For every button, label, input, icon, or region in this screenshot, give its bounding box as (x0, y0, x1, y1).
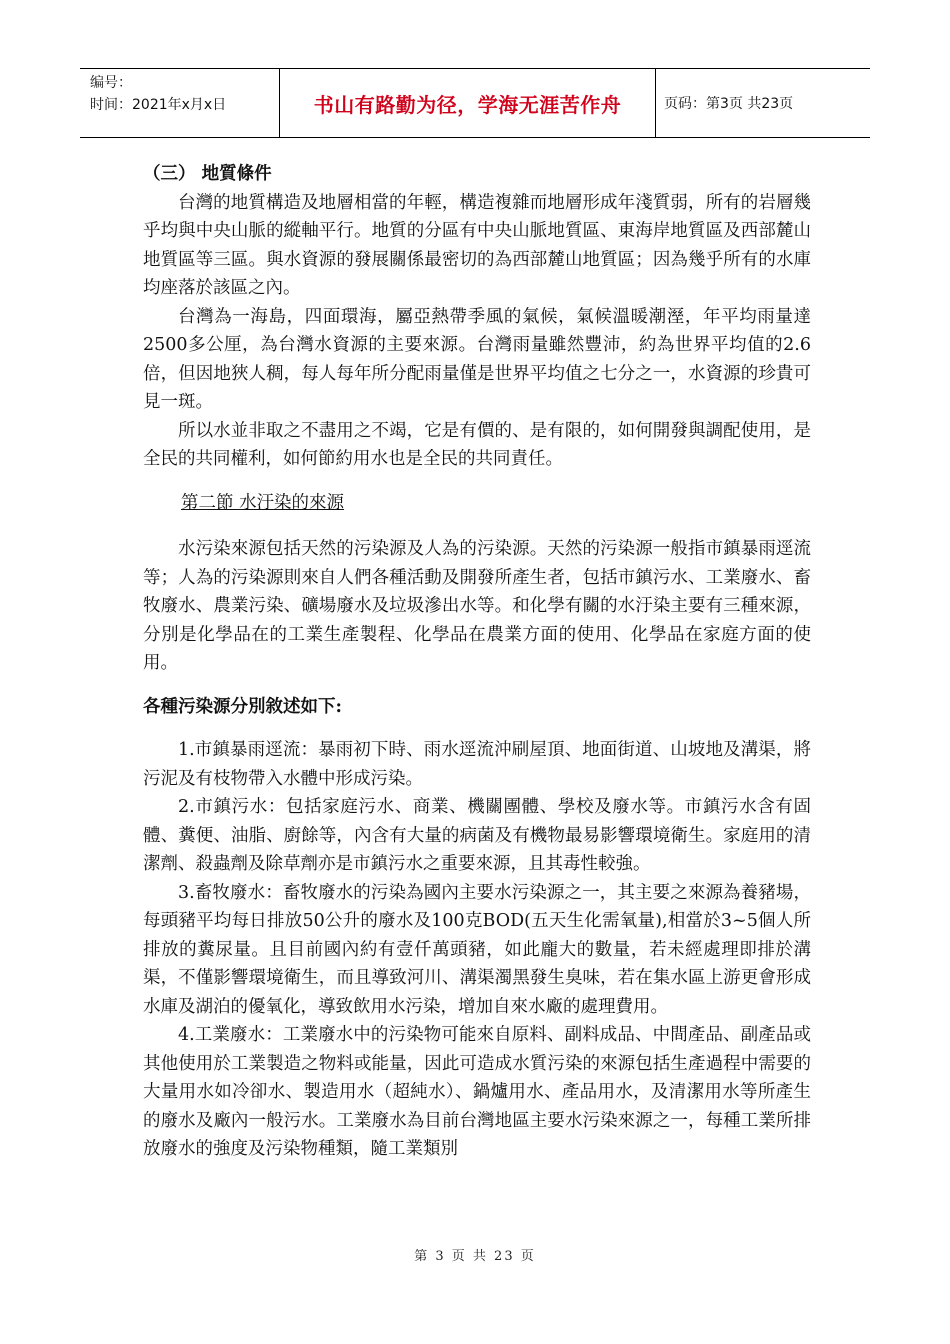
list-item: 3.畜牧廢水：畜牧廢水的污染為國內主要水污染源之一，其主要之來源為養豬場，每頭豬平均每日排放50公升的廢水及100克BOD(五天生化需氧量),相當於3~5個人所排放的糞尿量。且目前國內約有壹仟萬頭豬，如此龐大的數量，若未經處理即排於溝渠，不僅影響環境衛生，而且導致河川、溝渠濁黑發生臭味，若在集水區上游更會形成水庫及湖泊的優氧化，導致飲用水污染，增加自來水廠的處理費用。 (143, 882, 811, 1017)
paragraph: 台灣的地質構造及地層相當的年輕，構造複雜而地層形成年淺質弱，所有的岩層幾乎均與中央山脈的縱軸平行。地質的分區有中央山脈地質區、東海岸地質區及西部麓山地質區等三區。與水資源的發展關係最密切的為西部麓山地質區；因為幾乎所有的水庫均座落於該區之內。 (143, 192, 811, 298)
page-footer: 第 3 页 共 23 页 (414, 1249, 536, 1264)
paragraph: 所以水並非取之不盡用之不竭，它是有價的、是有限的，如何開發與調配使用，是全民的共同權利，如何節約用水也是全民的共同責任。 (143, 420, 811, 469)
paragraph: 台灣為一海島，四面環海，屬亞熱帶季風的氣候，氣候溫暖潮溼，年平均雨量達2500多公厘，為台灣水資源的主要來源。台灣雨量雖然豐沛，約為世界平均值的2.6倍，但因地狹人稠，每人每年所分配雨量僅是世界平均值之七分之一，水資源的珍貴可見一斑。 (143, 306, 811, 412)
header-motto: 书山有路勤为径，学海无涯苦作舟 (280, 69, 656, 137)
header-number-label: 编号： (90, 75, 132, 91)
section-heading (143, 489, 811, 518)
document-body (143, 160, 811, 1164)
paragraph: 水污染來源包括天然的污染源及人為的污染源。天然的污染源一般指市鎮暴雨逕流等；人為的污染源則來自人們各種活動及開發所產生者，包括市鎮污水、工業廢水、畜牧廢水、農業污染、礦場廢水及垃圾滲出水等。和化學有關的水汙染主要有三種來源，分別是化學品在的工業生產製程、化學品在農業方面的使用、化學品在家庭方面的使用。 (143, 539, 811, 673)
header-page-label: 页码：第3页 共23页 (664, 96, 794, 112)
section-heading-text: 第二節 水汙染的來源 (181, 492, 345, 513)
header-time-label: 时间：2021年x月x日 (90, 97, 227, 113)
list-item: 4.工業廢水：工業廢水中的污染物可能來自原料、副料成品、中間產品、副產品或其他使用於工業製造之物料或能量，因此可造成水質污染的來源包括生產過程中需要的大量用水如冷卻水、製造用水（超純水）、鍋爐用水、產品用水，及清潔用水等所產生的廢水及廠內一般污水。工業廢水為目前台灣地區主要水污染來源之一，每種工業所排放廢水的強度及污染物種類，隨工業類別 (143, 1025, 811, 1159)
list-item: 1.市鎮暴雨逕流：暴雨初下時、雨水逕流沖刷屋頂、地面街道、山坡地及溝渠，將污泥及有枝物帶入水體中形成污染。 (143, 740, 811, 789)
page-header (80, 68, 870, 138)
list-heading: 各種污染源分別敘述如下: (143, 696, 342, 717)
geology-section-title: （三） 地質條件 (143, 164, 272, 184)
header-meta (80, 69, 280, 137)
list-item: 2.市鎮污水：包括家庭污水、商業、機關團體、學校及廢水等。市鎮污水含有固體、糞便、油脂、廚餘等，內含有大量的病菌及有機物最易影響環境衛生。家庭用的清潔劑、殺蟲劑及除草劑亦是市鎮污水之重要來源，且其毒性較強。 (143, 797, 811, 874)
